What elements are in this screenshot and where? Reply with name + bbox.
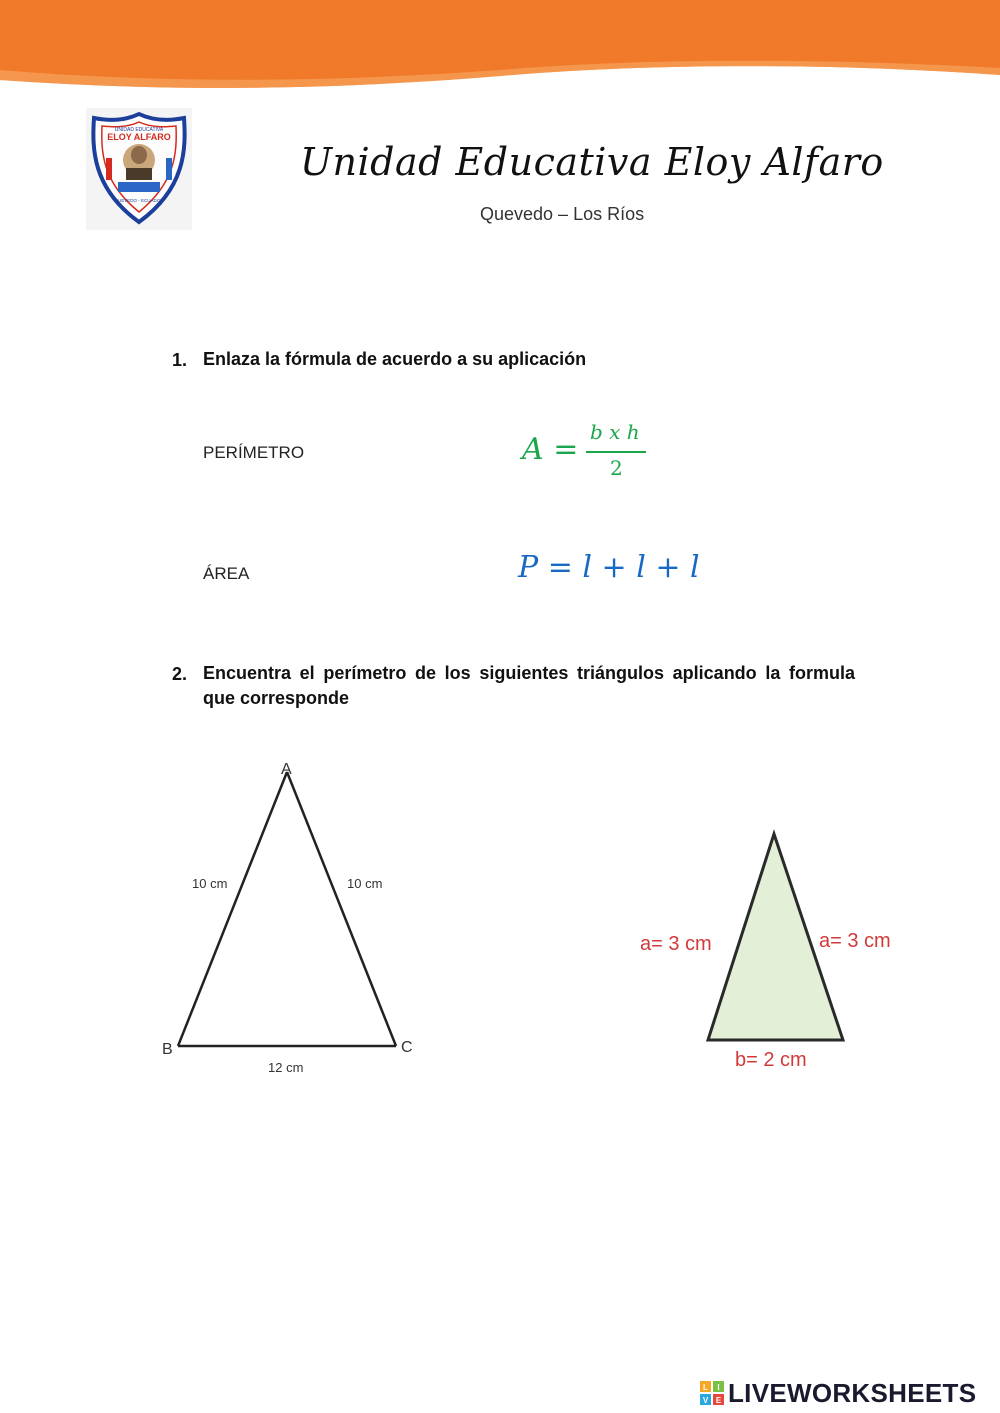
badge-letter-l: L bbox=[703, 1383, 708, 1392]
triangle-1-left-side: 10 cm bbox=[192, 876, 228, 891]
badge-letter-e: E bbox=[715, 1396, 722, 1405]
question-2-text: Encuentra el perímetro de los siguientes triángulos aplicando la formula que corresponde bbox=[203, 663, 855, 708]
formula-area-denominator: 2 bbox=[610, 456, 623, 480]
liveworksheets-badge-icon bbox=[700, 1381, 724, 1405]
triangle-2-right-side: a= 3 cm bbox=[819, 930, 891, 952]
liveworksheets-brand: LIVEWORKSHEETS bbox=[728, 1377, 977, 1408]
formula-area-numerator: b x h bbox=[590, 420, 640, 444]
liveworksheets-watermark bbox=[700, 1378, 976, 1408]
fraction-bar bbox=[586, 451, 646, 453]
formula-area[interactable] bbox=[522, 418, 662, 488]
logo-name: ELOY ALFARO bbox=[107, 132, 171, 142]
school-title: Unidad Educativa Eloy Alfaro bbox=[300, 140, 884, 184]
triangle-2-base: b= 2 cm bbox=[735, 1049, 807, 1071]
vertex-b: B bbox=[162, 1041, 173, 1058]
logo-top: UNIDAD EDUCATIVA bbox=[114, 127, 164, 133]
vertex-c: C bbox=[401, 1039, 413, 1056]
school-logo bbox=[86, 108, 192, 230]
triangle-1-base: 12 cm bbox=[268, 1060, 304, 1075]
term-perimetro[interactable]: PERÍMETRO bbox=[203, 443, 305, 462]
triangle-1 bbox=[150, 750, 440, 1090]
vertex-a: A bbox=[281, 761, 292, 778]
question-1-number: 1. bbox=[172, 350, 188, 370]
question-1-text: Enlaza la fórmula de acuerdo a su aplicación bbox=[203, 349, 587, 369]
badge-letter-i: I bbox=[717, 1383, 720, 1392]
school-location: Quevedo – Los Ríos bbox=[480, 204, 645, 224]
triangle-2-left-side: a= 3 cm bbox=[640, 933, 712, 955]
question-2-number: 2. bbox=[172, 664, 188, 684]
term-area[interactable]: ÁREA bbox=[203, 564, 250, 583]
header-banner bbox=[0, 0, 1000, 100]
badge-letter-v: V bbox=[702, 1396, 709, 1405]
triangle-1-right-side: 10 cm bbox=[347, 876, 383, 891]
triangle-2 bbox=[630, 820, 920, 1080]
triangle-1-shape bbox=[178, 772, 396, 1046]
formula-perimeter[interactable]: P = l + l + l bbox=[518, 550, 700, 585]
logo-bottom: QUEVEDO - ECUADOR bbox=[114, 198, 164, 203]
formula-area-lhs: A = bbox=[522, 432, 579, 467]
